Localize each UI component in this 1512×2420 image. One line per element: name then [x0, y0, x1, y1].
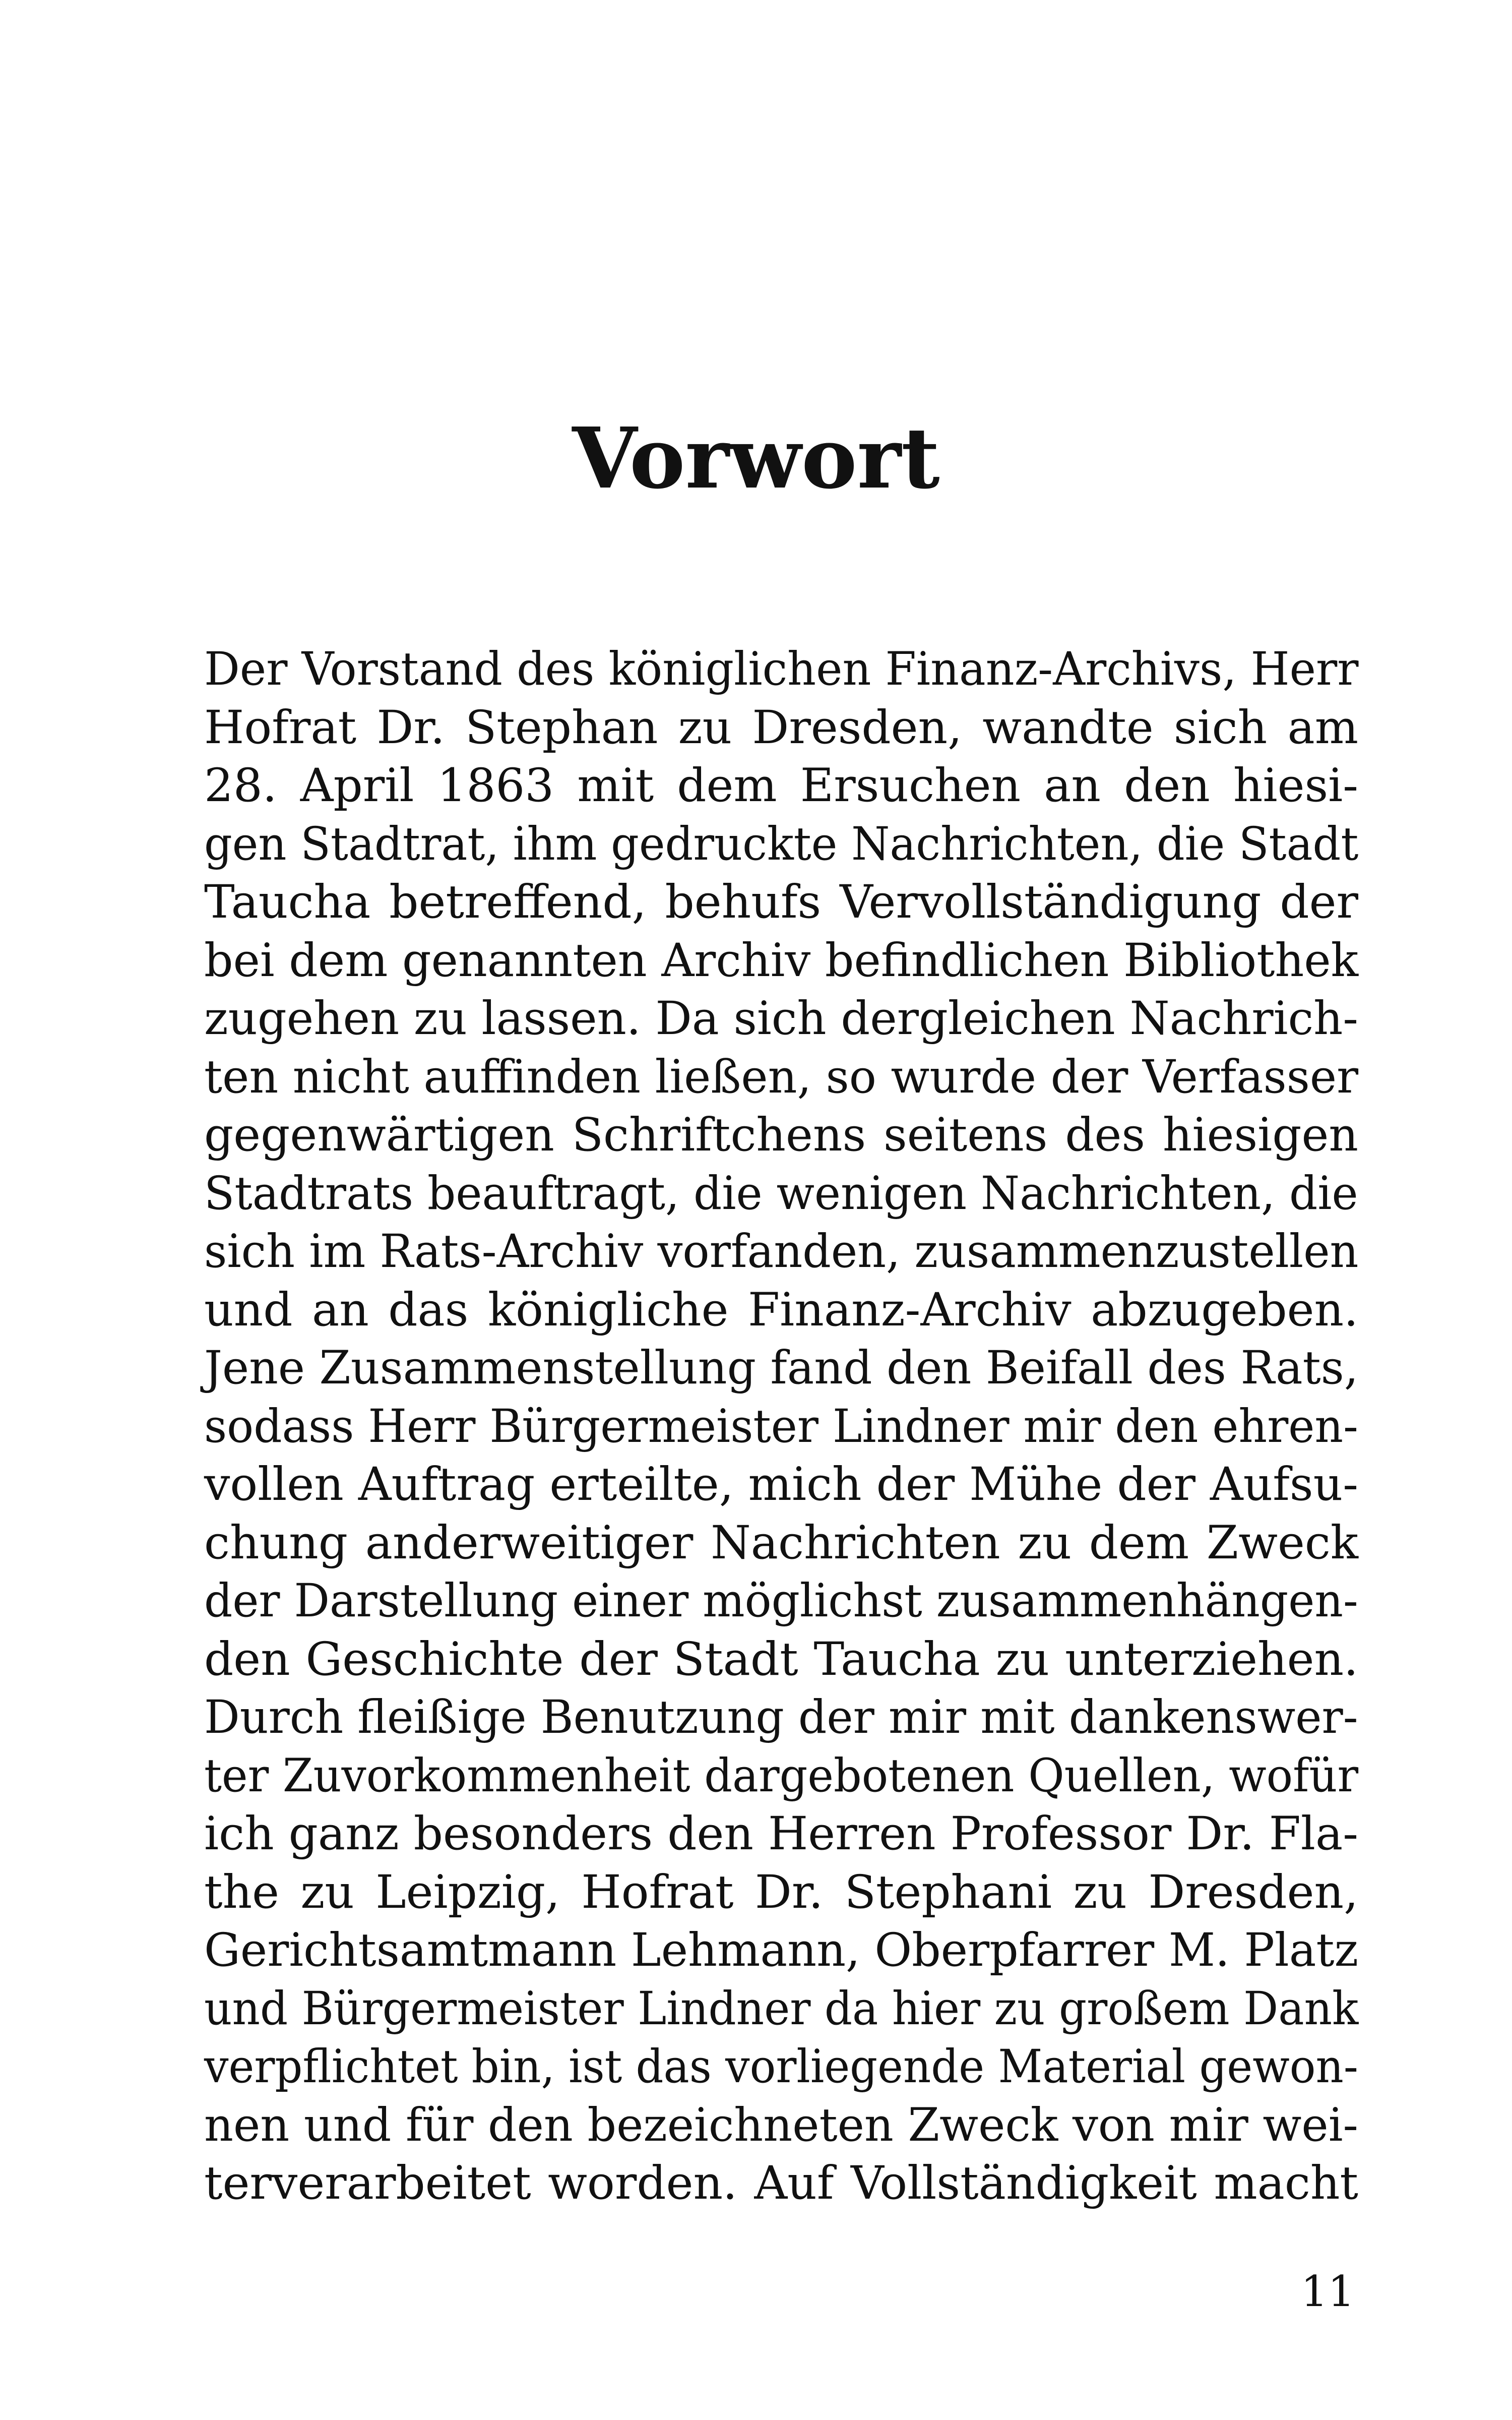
- text-line: vollen Auftrag erteilte, mich der Mühe der Aufsu-: [204, 1458, 1358, 1511]
- text-line: Der Vorstand des königlichen Finanz-Archivs, Herr: [204, 643, 1359, 696]
- text-line: Hofrat Dr. Stephan zu Dresden, wandte sich am: [204, 701, 1358, 754]
- text-line: den Geschichte der Stadt Taucha zu unterziehen.: [204, 1632, 1358, 1686]
- text-line: gen Stadtrat, ihm gedruckte Nachrichten, die Stadt: [204, 817, 1359, 871]
- chapter-title: Vorwort: [572, 409, 940, 508]
- text-line: Stadtrats beauftragt, die wenigen Nachrichten, die: [204, 1167, 1358, 1220]
- page-number: 11: [1301, 2267, 1355, 2316]
- text-line: der Darstellung einer möglichst zusammenhängen-: [204, 1575, 1358, 1627]
- text-line: und an das königliche Finanz-Archiv abzugeben.: [204, 1283, 1358, 1337]
- text-line: Durch fleißige Benutzung der mir mit dankenswer-: [204, 1691, 1358, 1744]
- text-line: ten nicht auffinden ließen, so wurde der Verfasser: [204, 1050, 1359, 1104]
- text-line: bei dem genannten Archiv befindlichen Bibliothek: [204, 934, 1359, 987]
- text-line: gegenwärtigen Schriftchens seitens des hiesigen: [204, 1109, 1358, 1162]
- text-line: und Bürgermeister Lindner da hier zu großem Dank: [204, 1982, 1359, 2035]
- text-line: nen und für den bezeichneten Zweck von mir wei-: [204, 2098, 1358, 2152]
- text-line: zugehen zu lassen. Da sich dergleichen Nachrich-: [204, 992, 1358, 1045]
- text-line: the zu Leipzig, Hofrat Dr. Stephani zu Dresden,: [204, 1865, 1358, 1919]
- text-line: ter Zuvorkommenheit dargebotenen Quellen, wofür: [204, 1749, 1359, 1802]
- body-text: [204, 640, 1358, 2213]
- text-line: chung anderweitiger Nachrichten zu dem Zweck: [204, 1516, 1358, 1569]
- text-line: ich ganz besonders den Herren Professor Dr. Fla-: [204, 1807, 1358, 1860]
- text-line: sodass Herr Bürgermeister Lindner mir den ehren-: [204, 1400, 1358, 1453]
- text-line: terverarbeitet worden. Auf Vollständigkeit macht: [204, 2157, 1358, 2210]
- text-line: Jene Zusammenstellung fand den Beifall des Rats,: [204, 1342, 1359, 1395]
- text-line: Gerichtsamtmann Lehmann, Oberpfarrer M. Platz: [204, 1924, 1359, 1977]
- text-line: 28. April 1863 mit dem Ersuchen an den hiesi-: [204, 759, 1358, 812]
- text-line: sich im Rats-Archiv vorfanden, zusammenzustellen: [204, 1225, 1359, 1278]
- text-line: Taucha betreffend, behufs Vervollständigung der: [204, 876, 1358, 929]
- text-line: verpflichtet bin, ist das vorliegende Material gewon-: [204, 2040, 1358, 2093]
